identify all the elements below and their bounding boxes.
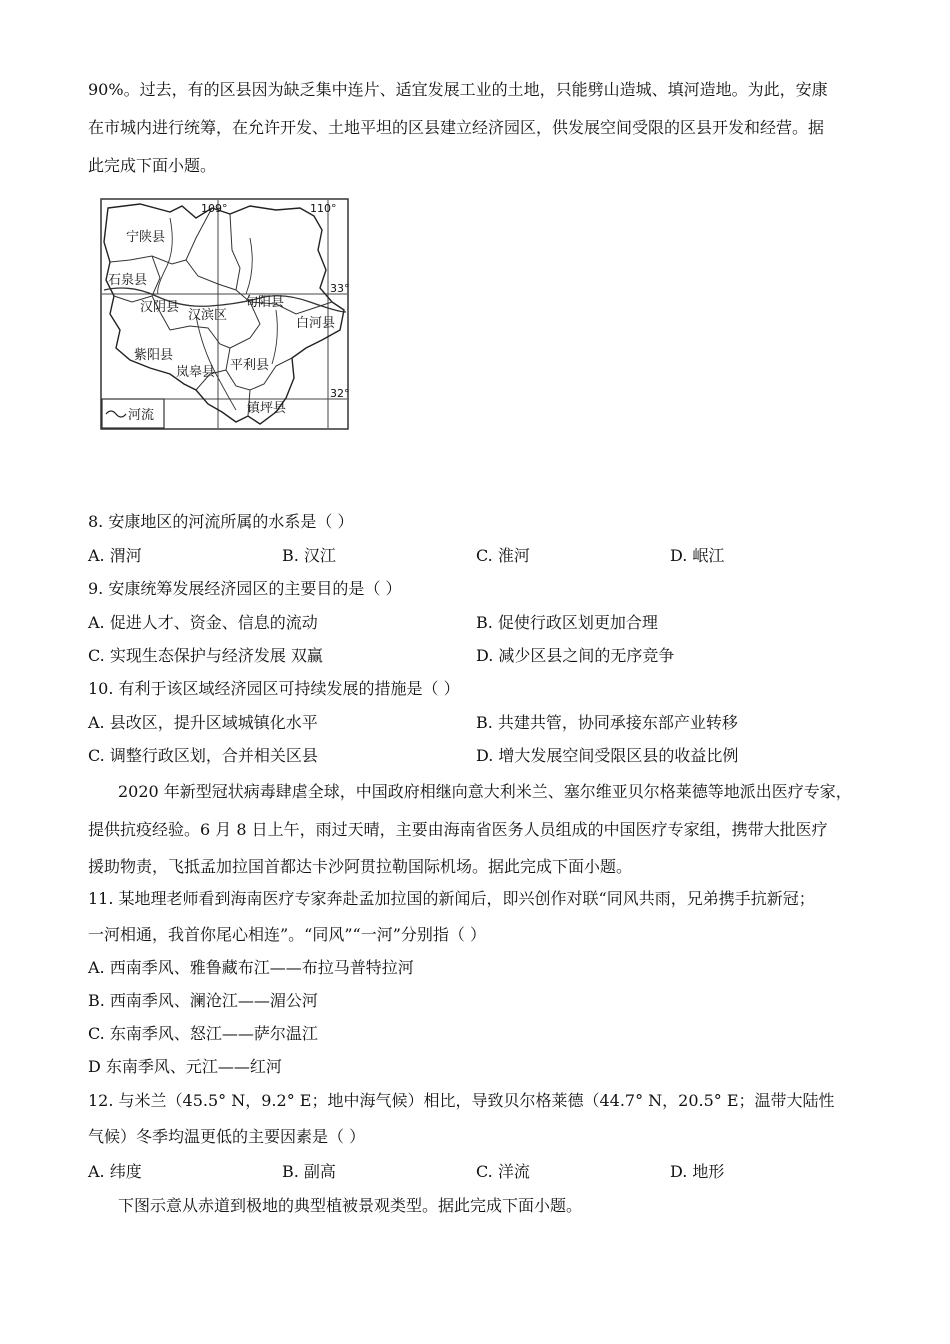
q10-option-a: A. 县改区，提升区域城镇化水平 [88,713,318,732]
q11-stem-line-1: 11. 某地理老师看到海南医疗专家奔赴孟加拉国的新闻后，即兴创作对联“同风共雨，兄弟携手抗新冠； [88,889,815,908]
q8-option-b: B. 汉江 [282,546,336,565]
lat-label-33: 33° [330,282,350,295]
q11-option-d: D 东南季风、元江——红河 [88,1057,282,1076]
q12-stem-line-2: 气候）冬季均温更低的主要因素是（ ） [88,1127,366,1146]
passage3-text: 下图示意从赤道到极地的典型植被景观类型。据此完成下面小题。 [118,1196,583,1215]
q12-stem-line-1: 12. 与米兰（45.5° N，9.2° E；地中海气候）相比，导致贝尔格莱德（44.7° N，20.5° E；温带大陆性 [88,1091,835,1110]
intro-line-1: 90%。过去，有的区县因为缺乏集中连片、适宜发展工业的土地，只能劈山造城、填河造地。为此，安康 [88,80,828,99]
county-baihe: 白河县 [296,316,336,331]
county-ningshan: 宁陕县 [126,230,166,245]
q8-option-d: D. 岷江 [670,546,725,565]
q9-option-b: B. 促使行政区划更加合理 [476,613,658,632]
q8-option-a: A. 渭河 [88,546,142,565]
q11-stem-line-2: 一河相通，我首你尾心相连”。“同风”“一河”分别指（ ） [88,925,486,944]
q10-option-d: D. 增大发展空间受限区县的收益比例 [476,746,739,765]
intro-line-3: 此完成下面小题。 [88,156,217,175]
q11-option-b: B. 西南季风、澜沧江——湄公河 [88,991,318,1010]
passage2-line-2: 提供抗疫经验。6 月 8 日上午，雨过天晴，主要由海南省医务人员组成的中国医疗专家组，携带大批医疗 [88,820,828,839]
intro-line-2: 在市城内进行统筹，在允许开发、土地平坦的区县建立经济园区，供发展空间受限的区县开发和经营。据 [88,118,825,137]
q8-option-c: C. 淮河 [476,546,530,565]
q10-option-b: B. 共建共管，协同承接东部产业转移 [476,713,738,732]
legend-label: 河流 [128,408,155,423]
q12-option-c: C. 洋流 [476,1162,530,1181]
county-hanbin: 汉滨区 [188,308,228,323]
q11-option-c: C. 东南季风、怒江——萨尔温江 [88,1024,318,1043]
q9-stem: 9. 安康统筹发展经济园区的主要目的是（ ） [88,579,402,598]
q9-option-c: C. 实现生态保护与经济发展 双赢 [88,646,323,665]
q11-option-a: A. 西南季风、雅鲁藏布江——布拉马普特拉河 [88,958,414,977]
passage2-line-3: 援助物责，飞抵孟加拉国首都达卡沙阿贯拉勒国际机场。据此完成下面小题。 [88,857,633,876]
lon-label-109: 109° [201,202,228,215]
passage2-line-1: 2020 年新型冠状病毒肆虐全球，中国政府相继向意大利米兰、塞尔维亚贝尔格莱德等地派出医疗专家， [118,782,852,801]
county-pingli: 平利县 [230,358,270,373]
ankang-map [100,198,350,431]
county-langao: 岚皋县 [176,365,216,380]
q12-option-a: A. 纬度 [88,1162,142,1181]
q10-stem: 10. 有利于该区域经济园区可持续发展的措施是（ ） [88,679,460,698]
q8-stem: 8. 安康地区的河流所属的水系是（ ） [88,512,354,531]
lon-label-110: 110° [310,202,337,215]
q10-option-c: C. 调整行政区划，合并相关区县 [88,746,318,765]
q12-option-d: D. 地形 [670,1162,725,1181]
county-ziyang: 紫阳县 [134,348,174,363]
q9-option-d: D. 减少区县之间的无序竞争 [476,646,675,665]
county-shiquan: 石泉县 [108,273,148,288]
county-xunyang: 旬阳县 [245,295,285,310]
lat-label-32: 32° [330,387,350,400]
q12-option-b: B. 副高 [282,1162,336,1181]
county-hanyin: 汉阴县 [140,300,180,315]
q9-option-a: A. 促进人才、资金、信息的流动 [88,613,318,632]
county-zhenping: 镇坪县 [247,401,287,416]
